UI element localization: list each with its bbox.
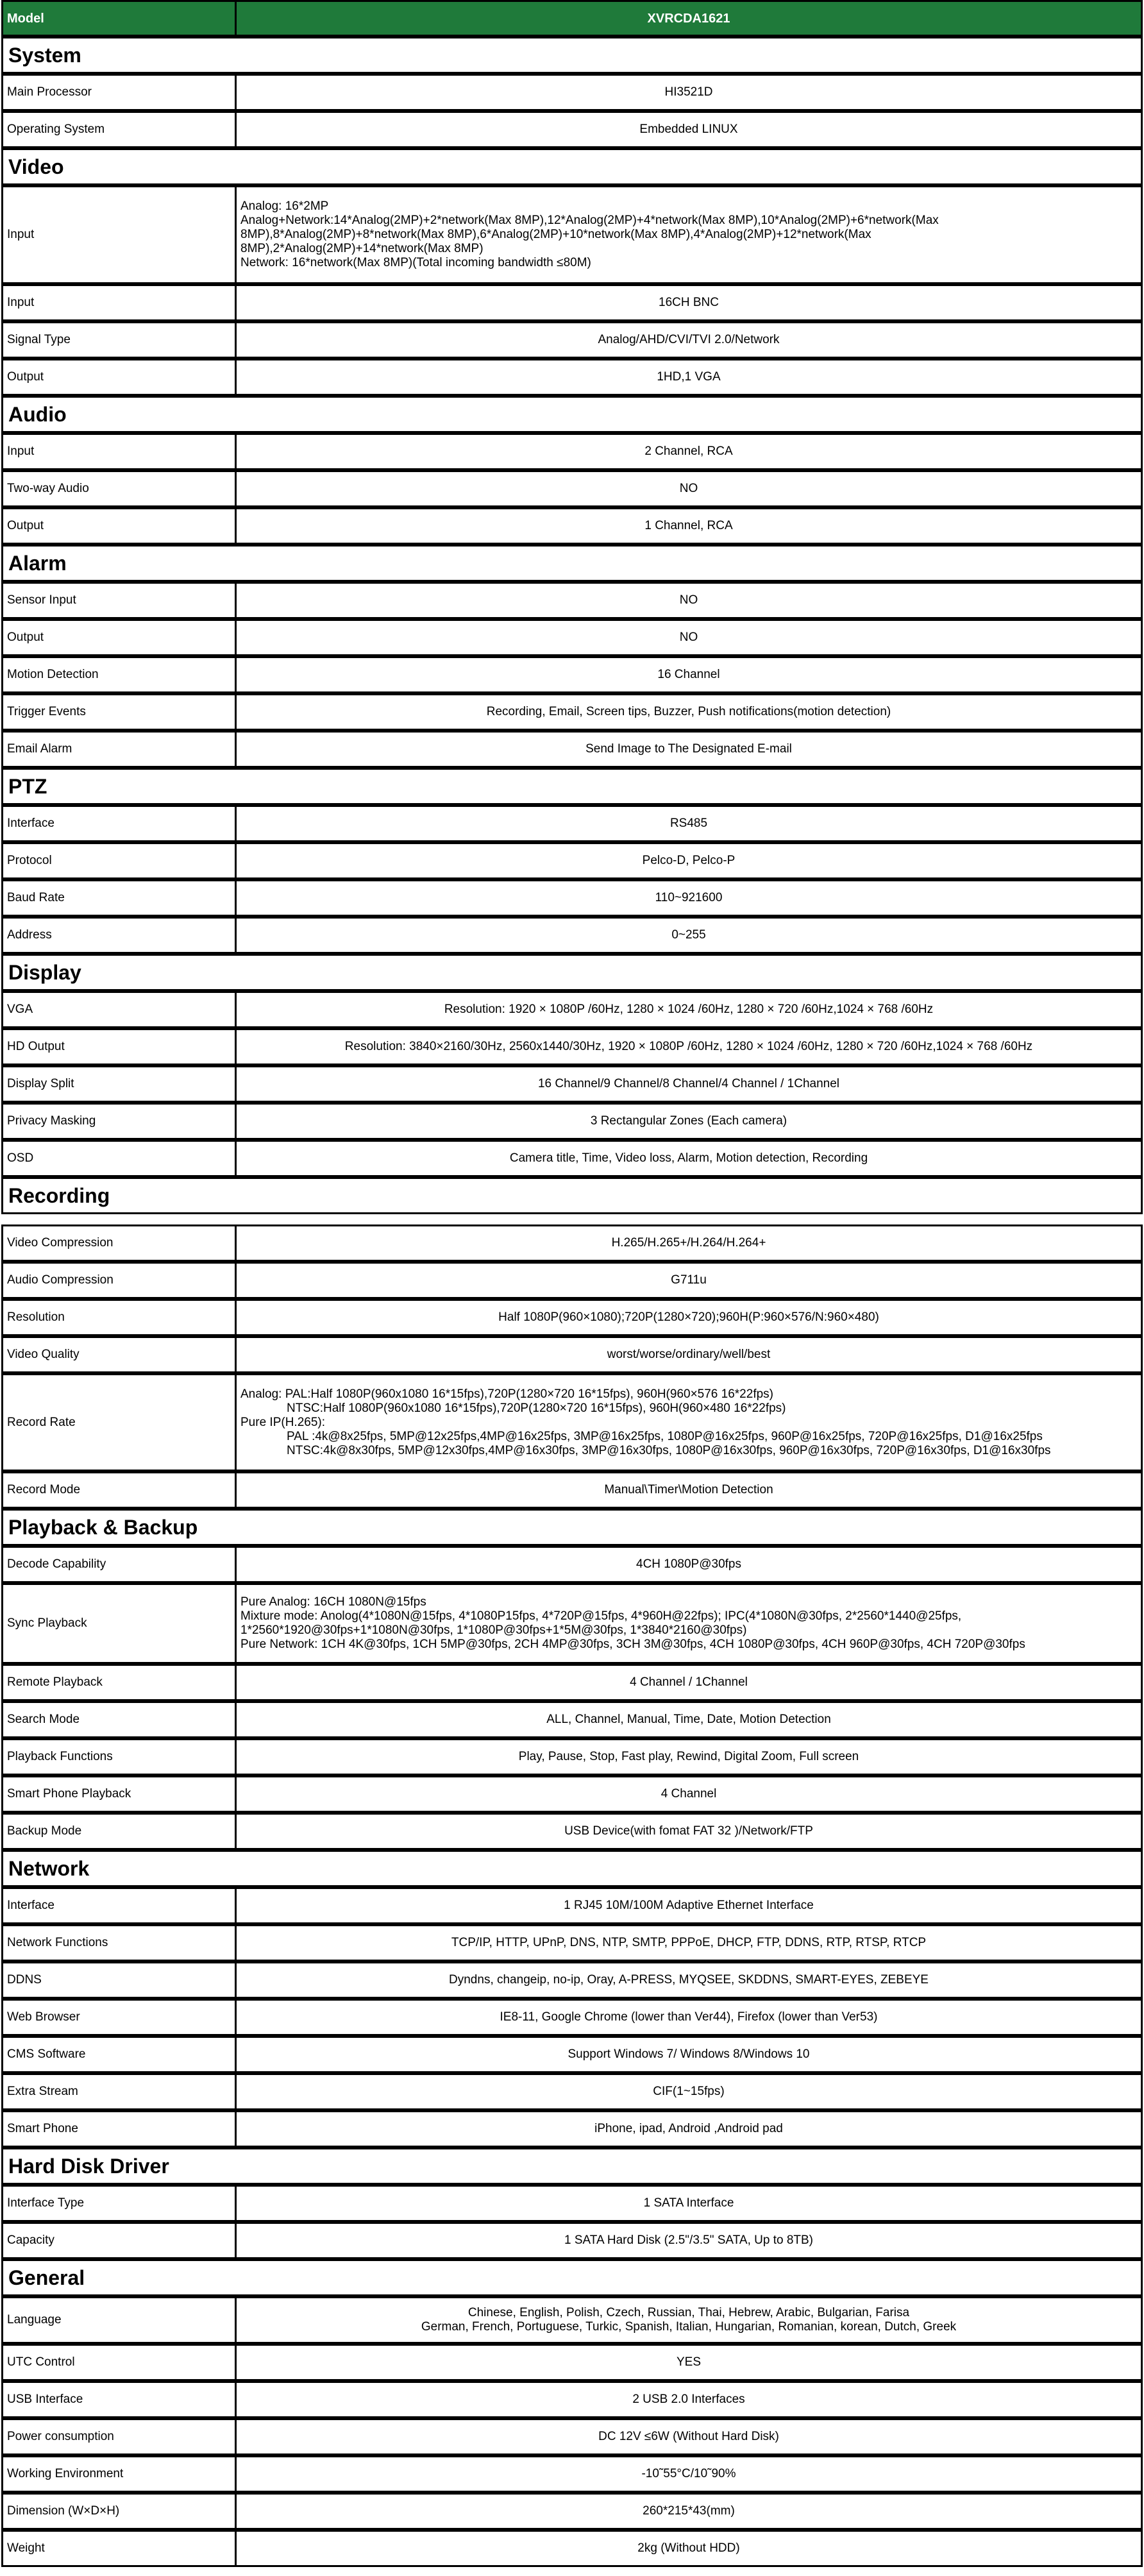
spec-label: Email Alarm: [3, 733, 237, 766]
spec-label: Trigger Events: [3, 695, 237, 729]
spec-value: 2 Channel, RCA: [644, 445, 733, 458]
spec-value: HI3521D: [664, 85, 713, 99]
section-title-ptz: PTZ: [8, 774, 47, 798]
spec-value: 4 Channel / 1Channel: [630, 1675, 748, 1689]
spec-value: RS485: [669, 817, 708, 830]
spec-value: Camera title, Time, Video loss, Alarm, Motion detection, Recording: [509, 1151, 868, 1165]
section-display: [1, 954, 1143, 991]
spec-label: Power consumption: [3, 2420, 237, 2453]
spec-label: Protocol: [3, 844, 237, 877]
spec-value: 16 Channel: [657, 668, 720, 681]
spec-value-line: Mixture mode: Anolog(4*1080N@15fps, 4*1080P15fps, 4*720P@15fps, 4*960H@22fps); IPC(4*1080N@30fps, 2*2560*1440@25fps,: [240, 1609, 962, 1623]
spec-value: 1 Channel, RCA: [644, 519, 733, 532]
section-title-playback: Playback & Backup: [8, 1515, 198, 1539]
spec-label: Audio Compression: [3, 1264, 237, 1297]
spec-label: Output: [3, 621, 237, 654]
spec-label: Display Split: [3, 1067, 237, 1101]
spec-value: Resolution: 1920 × 1080P /60Hz, 1280 × 1024 /60Hz, 1280 × 720 /60Hz,1024 × 768 /60Hz: [444, 1003, 934, 1016]
spec-label: Signal Type: [3, 323, 237, 357]
spec-row: [1, 2036, 1143, 2073]
spec-label: Interface: [3, 1889, 237, 1922]
spec-label: Resolution: [3, 1301, 237, 1334]
spec-label: OSD: [3, 1142, 237, 1175]
spec-label: Motion Detection: [3, 658, 237, 691]
spec-label: Smart Phone: [3, 2112, 237, 2146]
spec-row: [1, 1065, 1143, 1103]
spec-label: Capacity: [3, 2224, 237, 2257]
spec-value: Send Image to The Designated E-mail: [585, 742, 792, 756]
spec-label: Record Rate: [3, 1375, 237, 1470]
spec-row: [1, 1962, 1143, 1999]
spec-value-line: Network: 16*network(Max 8MP)(Total incoming bandwidth ≤80M): [240, 256, 591, 269]
spec-row: [1, 1373, 1143, 1471]
spec-value: 3 Rectangular Zones (Each camera): [590, 1114, 787, 1128]
section-system: [1, 37, 1143, 74]
spec-label: Working Environment: [3, 2457, 237, 2491]
spec-row: [1, 1775, 1143, 1813]
spec-label: Baud Rate: [3, 881, 237, 915]
spec-value-lines: [240, 1387, 1051, 1458]
spec-value-lines: [240, 199, 939, 270]
spec-row: [1, 693, 1143, 731]
spec-label: Playback Functions: [3, 1740, 237, 1774]
spec-label: Interface: [3, 807, 237, 840]
spec-label: Search Mode: [3, 1703, 237, 1736]
spec-value: 16 Channel/9 Channel/8 Channel/4 Channel / 1Channel: [537, 1077, 840, 1090]
section-title-general: General: [8, 2266, 85, 2289]
spec-value: 1HD,1 VGA: [657, 370, 721, 384]
spec-value: 1 SATA Interface: [643, 2196, 734, 2210]
spec-value: iPhone, ipad, Android ,Android pad: [594, 2122, 783, 2135]
spec-label: Smart Phone Playback: [3, 1777, 237, 1811]
spec-value: Embedded LINUX: [639, 123, 738, 136]
spec-row: [1, 2185, 1143, 2222]
spec-value-line: NTSC:4k@8x30fps, 5MP@12x30fps,4MP@16x30fps, 3MP@16x30fps, 1080P@16x30fps, 960P@16x30fps, 720P@16x30fps, D1@16x30fps: [287, 1443, 1051, 1457]
spec-row: [1, 805, 1143, 842]
spec-row: [1, 1224, 1143, 1262]
spec-row: [1, 842, 1143, 879]
spec-label: Output: [3, 509, 237, 543]
spec-value: Half 1080P(960×1080);720P(1280×720);960H(P:960×576/N:960×480): [498, 1310, 879, 1324]
section-title-audio: Audio: [8, 402, 67, 426]
spec-label: DDNS: [3, 1963, 237, 1997]
spec-value: Resolution: 3840×2160/30Hz, 2560x1440/30Hz, 1920 × 1080P /60Hz, 1280 × 1024 /60Hz, 1280 × 720 /60Hz,1024 × 768 /60Hz: [344, 1040, 1033, 1053]
spec-label: Two-way Audio: [3, 472, 237, 505]
spec-value: [237, 2298, 1141, 2342]
spec-label: HD Output: [3, 1030, 237, 1063]
spec-row: [1, 284, 1143, 321]
spec-label: Main Processor: [3, 76, 237, 109]
spec-value: 260*215*43(mm): [643, 2504, 735, 2518]
spec-label: Extra Stream: [3, 2075, 237, 2108]
spec-label: Backup Mode: [3, 1815, 237, 1848]
spec-row: [1, 1583, 1143, 1664]
header-key: Model: [3, 2, 237, 35]
spec-value: TCP/IP, HTTP, UPnP, DNS, NTP, SMTP, PPPoE, DHCP, FTP, DDNS, RTP, RTSP, RTCP: [451, 1936, 927, 1949]
spec-value: 16CH BNC: [659, 296, 719, 309]
spec-value: YES: [676, 2355, 702, 2369]
spec-label: UTC Control: [3, 2346, 237, 2379]
spec-row: [1, 1262, 1143, 1299]
spec-label: Language: [3, 2298, 237, 2342]
spec-label: Input: [3, 435, 237, 468]
spec-label: Video Compression: [3, 1226, 237, 1260]
spec-row: [1, 74, 1143, 111]
spec-row: [1, 619, 1143, 656]
spec-value-line: NTSC:Half 1080P(960x1080 16*15fps),720P(1280×720 16*15fps), 960H(960×480 16*22fps): [287, 1401, 786, 1415]
section-audio: [1, 396, 1143, 433]
spec-row: [1, 1701, 1143, 1738]
spec-row: [1, 111, 1143, 148]
spec-row: [1, 321, 1143, 359]
spec-label: Sync Playback: [3, 1585, 237, 1662]
spec-value-line: Pure Network: 1CH 4K@30fps, 1CH 5MP@30fps, 2CH 4MP@30fps, 3CH 3M@30fps, 4CH 1080P@30fps, 4CH 960P@30fps, 4CH 720P@30fps: [240, 1638, 1025, 1651]
spec-value: Recording, Email, Screen tips, Buzzer, Push notifications(motion detection): [486, 705, 891, 718]
spec-value-line: PAL :4k@8x25fps, 5MP@12x25fps,4MP@16x25fps, 3MP@16x25fps, 1080P@16x25fps, 960P@16x25fps, 720P@16x25fps, D1@16x25fps: [287, 1429, 1043, 1443]
spec-row: [1, 1999, 1143, 2036]
spec-row: [1, 1924, 1143, 1962]
spec-value: NO: [679, 482, 698, 495]
section-network: [1, 1850, 1143, 1887]
spec-value-line: 8MP),2*Analog(2MP)+14*network(Max 8MP): [240, 242, 484, 255]
spec-row: [1, 1738, 1143, 1775]
spec-row: [1, 1103, 1143, 1140]
spec-row: [1, 2344, 1143, 2381]
spec-row: [1, 2418, 1143, 2455]
spec-label: USB Interface: [3, 2383, 237, 2416]
spec-value: NO: [679, 593, 698, 607]
spec-row: [1, 2381, 1143, 2418]
spec-label: Address: [3, 919, 237, 952]
spec-value: [237, 1375, 1141, 1470]
spec-value: Analog/AHD/CVI/TVI 2.0/Network: [598, 333, 780, 346]
spec-value: IE8-11, Google Chrome (lower than Ver44), Firefox (lower than Ver53): [500, 2010, 878, 2024]
spec-label: Dimension (W×D×H): [3, 2495, 237, 2528]
section-title-recording: Recording: [8, 1183, 110, 1207]
spec-row: [1, 2073, 1143, 2110]
section-title-network: Network: [8, 1856, 90, 1880]
spec-value: Play, Pause, Stop, Fast play, Rewind, Digital Zoom, Full screen: [518, 1750, 859, 1763]
spec-value: 4 Channel: [660, 1787, 717, 1801]
spec-value: 1 RJ45 10M/100M Adaptive Ethernet Interface: [564, 1899, 814, 1912]
spec-value-line: Chinese, English, Polish, Czech, Russian, Thai, Hebrew, Arabic, Bulgarian, Farisa: [467, 2306, 910, 2319]
section-hdd: [1, 2148, 1143, 2185]
section-recording: [1, 1177, 1143, 1214]
spec-row: [1, 507, 1143, 545]
header-row: [1, 0, 1143, 37]
spec-row: [1, 2222, 1143, 2259]
spec-row: [1, 433, 1143, 470]
section-title-video: Video: [8, 155, 64, 178]
spec-value: -10˜55°C/10˜90%: [641, 2467, 736, 2480]
section-ptz: [1, 768, 1143, 805]
spec-row: [1, 1813, 1143, 1850]
spec-value-lines: [421, 2306, 956, 2334]
spec-value: worst/worse/ordinary/well/best: [607, 1348, 771, 1361]
spec-label: Sensor Input: [3, 584, 237, 617]
spec-value: G711u: [671, 1273, 707, 1287]
spec-value-line: Pure Analog: 16CH 1080N@15fps: [240, 1595, 426, 1609]
spec-value-lines: [240, 1595, 1025, 1652]
spec-row: [1, 1299, 1143, 1336]
spec-row: [1, 879, 1143, 917]
spec-row: [1, 656, 1143, 693]
section-title-alarm: Alarm: [8, 551, 67, 575]
spec-label: Output: [3, 360, 237, 394]
section-alarm: [1, 545, 1143, 582]
spec-label: Operating System: [3, 113, 237, 146]
spec-value: Support Windows 7/ Windows 8/Windows 10: [568, 2047, 810, 2061]
spec-value: NO: [679, 631, 698, 644]
spec-value: CIF(1~15fps): [653, 2085, 725, 2098]
spec-row: [1, 359, 1143, 396]
spec-value-line: Analog+Network:14*Analog(2MP)+2*network(Max 8MP),12*Analog(2MP)+4*network(Max 8MP),10*Analog(2MP)+6*network(Max: [240, 214, 939, 227]
spec-value: DC 12V ≤6W (Without Hard Disk): [598, 2430, 779, 2443]
spec-row: [1, 2110, 1143, 2148]
spec-row: [1, 2530, 1143, 2567]
spec-value-line: 1*2560*1920@30fps+1*1080N@30fps, 1*1080P@30fps+1*5M@30fps, 1*3840*2160@30fps): [240, 1623, 747, 1637]
spec-value: H.265/H.265+/H.264/H.264+: [611, 1236, 766, 1250]
spec-value-line: German, French, Portuguese, Turkic, Spanish, Italian, Hungarian, Romanian, korean, Dutch, Greek: [421, 2320, 957, 2334]
spec-label: Interface Type: [3, 2187, 237, 2220]
spec-label: Video Quality: [3, 1338, 237, 1371]
spec-label: Record Mode: [3, 1473, 237, 1507]
spec-value: 2 USB 2.0 Interfaces: [632, 2393, 745, 2406]
spec-value: Pelco-D, Pelco-P: [642, 854, 736, 867]
spec-row: [1, 991, 1143, 1028]
spec-row: [1, 917, 1143, 954]
spec-value: 1 SATA Hard Disk (2.5"/3.5" SATA, Up to 8TB): [564, 2233, 813, 2247]
spec-label: Input: [3, 286, 237, 319]
spec-row: [1, 2296, 1143, 2344]
spec-row: [1, 1471, 1143, 1509]
spec-value: 4CH 1080P@30fps: [636, 1557, 741, 1571]
spec-row: [1, 1546, 1143, 1583]
spec-row: [1, 582, 1143, 619]
spec-value: ALL, Channel, Manual, Time, Date, Motion Detection: [546, 1713, 831, 1726]
spec-value-line: Analog: PAL:Half 1080P(960x1080 16*15fps),720P(1280×720 16*15fps), 960H(960×576 16*22fps): [240, 1387, 773, 1401]
spec-label: Remote Playback: [3, 1666, 237, 1699]
spec-value: Dyndns, changeip, no-ip, Oray, A-PRESS, MYQSEE, SKDDNS, SMART-EYES, ZEBEYE: [449, 1973, 929, 1987]
spec-value-line: Analog: 16*2MP: [240, 199, 329, 213]
spec-row: [1, 1028, 1143, 1065]
spec-row: [1, 1664, 1143, 1701]
spec-label: Weight: [3, 2532, 237, 2565]
spec-value: [237, 1585, 1141, 1662]
header-value: XVRCDA1621: [647, 11, 730, 26]
spec-row: [1, 731, 1143, 768]
spec-value-line: 8MP),8*Analog(2MP)+8*network(Max 8MP),6*Analog(2MP)+10*network(Max 8MP),4*Analog(2MP)+12*network(Max: [240, 228, 871, 241]
spec-label: Web Browser: [3, 2001, 237, 2034]
spec-row: [1, 2455, 1143, 2493]
spec-row: [1, 1887, 1143, 1924]
spec-value: USB Device(with fomat FAT 32 )/Network/FTP: [564, 1824, 813, 1838]
section-video: [1, 148, 1143, 185]
spec-row: [1, 1336, 1143, 1373]
spec-value: Manual\Timer\Motion Detection: [604, 1483, 773, 1496]
spec-value-line: Pure IP(H.265):: [240, 1415, 325, 1429]
section-title-hdd: Hard Disk Driver: [8, 2154, 169, 2178]
spec-row: [1, 2493, 1143, 2530]
spec-label: Network Functions: [3, 1926, 237, 1960]
spec-row: [1, 185, 1143, 284]
section-general: [1, 2259, 1143, 2296]
section-title-system: System: [8, 43, 81, 67]
spec-row: [1, 1140, 1143, 1177]
spec-label: Decode Capability: [3, 1548, 237, 1581]
spec-value: 0~255: [671, 928, 706, 942]
spec-label: Privacy Masking: [3, 1105, 237, 1138]
spec-value: 110~921600: [655, 891, 723, 904]
spec-value: [237, 187, 1141, 282]
spec-row: [1, 470, 1143, 507]
spec-label: VGA: [3, 993, 237, 1026]
section-playback: [1, 1509, 1143, 1546]
spec-value: 2kg (Without HDD): [637, 2541, 740, 2555]
spec-label: Input: [3, 187, 237, 282]
section-title-display: Display: [8, 960, 81, 984]
spec-label: CMS Software: [3, 2038, 237, 2071]
